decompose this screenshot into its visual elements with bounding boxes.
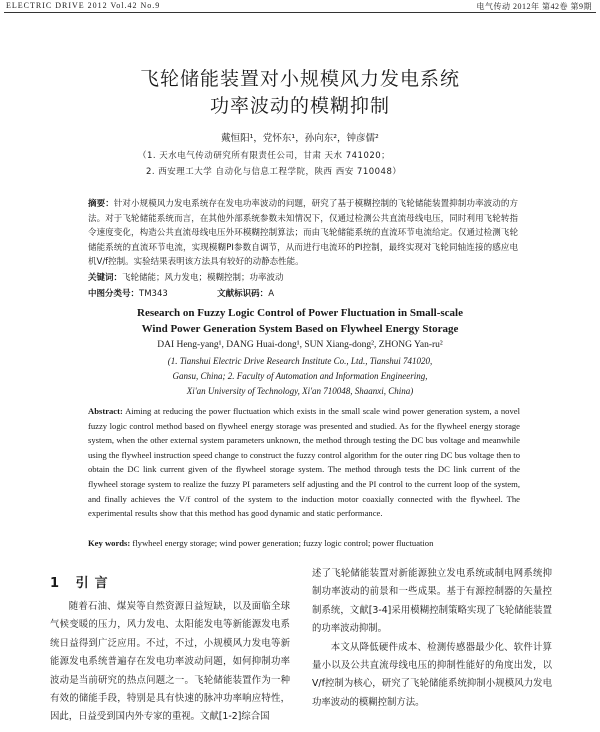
title-cn-line2: 功率波动的模糊抑制: [209, 95, 390, 117]
keywords-en: [88, 538, 433, 548]
affiliation-en-1: (1. Tianshui Electric Drive Research Institute Co., Ltd., Tianshui 741020,: [167, 356, 433, 366]
keywords-cn: [88, 271, 284, 283]
doc-code-label: 文献标识码：: [217, 289, 269, 299]
affiliation-cn-2: 2. 西安理工大学 自动化与信息工程学院，陕西 西安 710048）: [146, 167, 402, 177]
abstract-cn-label: 摘要：: [88, 199, 114, 209]
abstract-en-label: Abstract:: [88, 406, 123, 416]
body-column-left: [50, 598, 290, 727]
journal-header-cn: 电气传动 2012年 第42卷 第9期: [476, 2, 592, 11]
running-header: [0, 0, 600, 12]
doc-code: A: [268, 289, 275, 299]
keywords-cn-label: 关键词：: [88, 273, 123, 283]
title-cn-line1: 飞轮储能装置对小规模风力发电系统: [139, 68, 460, 90]
header-rule: [4, 12, 596, 13]
title-en-line1: Research on Fuzzy Logic Control of Power Fluctuation in Small-scale: [137, 307, 463, 319]
abstract-cn: [88, 197, 518, 270]
paragraph: 随着石油、煤炭等自然资源日益短缺，以及面临全球气候变暖的压力，风力发电、太阳能发电等新能源发电系统日益得到广泛应用。不过，不过，小规模风力发电等新能源发电系统普遍存在发电功率波动问题，如何抑制功率波动是当前研究的热点问题之一。飞轮储能装置作为一种有效的储能手段，特别是具有快速的脉冲功率响应特性，因此，日益受到国内外专家的重视。文献[1-2]综合国: [50, 601, 290, 723]
journal-header-en: ELECTRIC DRIVE 2012 Vol.42 No.9: [6, 1, 161, 10]
title-en-line2: Wind Power Generation System Based on Flywheel Energy Storage: [141, 323, 459, 335]
keywords-en-text: flywheel energy storage; wind power generation; fuzzy logic control; power fluctuation: [132, 538, 434, 548]
keywords-cn-text: 飞轮储能；风力发电；模糊控制；功率波动: [122, 273, 284, 283]
authors-cn: 戴恒阳¹，党怀东¹，孙向东²，钟彦儒²: [221, 133, 379, 144]
classification-cn: [88, 287, 274, 299]
section-heading-introduction: 1 引言: [50, 576, 114, 591]
keywords-en-label: Key words:: [88, 538, 131, 548]
paragraph: 述了飞轮储能装置对新能源独立发电系统或制电网系统抑制功率波动的前景和一些成果。基于有源控制器的矢量控制系统，文献[3-4]采用模糊控制策略实现了飞轮储能装置的功率波动抑制。: [312, 568, 552, 635]
abstract-en-text: Aiming at reducing the power fluctuation which exists in the small scale wind power generation system, a novel fuzzy logic control method based on flywheel energy storage was presented and studied. As for the flywheel energy storage system, when the other external system parameters unknown, the method through testing the DC bus voltage and meanwhile using the flywheel instruction speed change to construct the fuzzy control algorithm for the outer ring DC bus voltage then to obtain the DC link current given of the flywheel storage system. The method through tests the DC link current of the flywheel storage system to realize the fuzzy PI parameters self adjusting and the PI control to the current loop of the system, and finally achieves the V/f control of the system to the induction motor coaxially connected with the flywheel. The experimental results show that this method has good dynamic and static performance.: [88, 406, 520, 519]
affiliation-cn-1: （1. 天水电气传动研究所有限责任公司，甘肃 天水 741020；: [138, 151, 391, 161]
abstract-cn-text: 针对小规模风力发电系统存在发电功率波动的问题，研究了基于模糊控制的飞轮储能装置抑制功率波动的方法。对于飞轮储能系统而言，在其他外部系统参数未知情况下，仅通过检测公共直流母线电压，同时利用飞轮转指令速度变化，构造公共直流母线电压外环模糊控制算法；而由飞轮储能系统的直流环节电流给定。仅通过检测飞轮储能系统的直流环节电流，实现模糊PI参数自调节，从而进行电流环的PI控制，最终实现对飞轮同轴连接的感应电机V/f控制。实验结果表明该方法具有较好的动静态性能。: [88, 199, 518, 267]
classification-code: TM343: [139, 289, 168, 299]
classification-label: 中图分类号：: [88, 289, 140, 299]
affiliation-en-3: Xi'an University of Technology, Xi'an 710048, Shaanxi, China): [186, 386, 414, 396]
authors-en: DAI Heng-yang¹, DANG Huai-dong¹, SUN Xiang-dong², ZHONG Yan-ru²: [157, 340, 443, 350]
body-column-right: [312, 565, 552, 712]
affiliation-en-2: Gansu, China; 2. Faculty of Automation and Information Engineering,: [172, 371, 428, 381]
abstract-en: [88, 404, 520, 521]
paragraph: 本文从降低硬件成本、检测传感器最少化、软件计算量小以及公共直流母线电压的抑制性能好的角度出发，以V/f控制为核心，研究了飞轮储能系统抑制小规模风力发电功率波动的模糊控制方法。: [312, 641, 552, 708]
